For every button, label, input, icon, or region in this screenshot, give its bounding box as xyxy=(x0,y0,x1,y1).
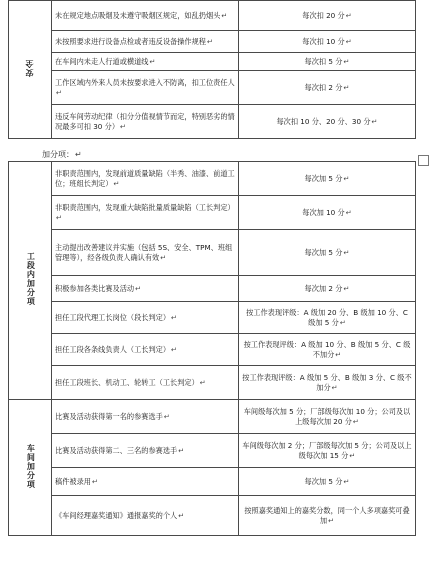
item-description: 工作区域内外来人员未按要求进入不防离，扣工位责任人↵ xyxy=(52,71,239,105)
category-label: 车间加分项 xyxy=(26,443,36,489)
table-row xyxy=(9,230,416,276)
table-row xyxy=(9,434,416,468)
table-row xyxy=(9,31,416,53)
table-row xyxy=(9,162,416,196)
item-score: 车间级每次加 5 分；厂部级每次加 10 分；公司及以上级每次加 20 分↵ xyxy=(239,400,416,434)
table-row xyxy=(9,366,416,400)
item-score: 按工作表现评级：A 级加 20 分、B 级加 10 分、C 级加 5 分↵ xyxy=(239,302,416,334)
item-score: 每次加 2 分↵ xyxy=(239,276,416,302)
item-score: 车间级每次加 2 分；厂部级每次加 5 分；公司及以上级每次加 15 分↵ xyxy=(239,434,416,468)
bonus-table xyxy=(8,161,416,536)
item-description: 稿件被录用↵ xyxy=(52,468,239,496)
item-description: 非职责范围内，发现重大缺陷批量质量缺陷（工长判定）↵ xyxy=(52,196,239,230)
item-score: 每次扣 10 分、20 分、30 分↵ xyxy=(239,105,416,139)
item-description: 主动提出改善建议并实施（包括 5S、安全、TPM、班组管理等），经各级负责人确认有效↵ xyxy=(52,230,239,276)
table-row xyxy=(9,105,416,139)
item-score: 每次加 5 分↵ xyxy=(239,230,416,276)
item-description: 比赛及活动获得第二、三名的参赛选手↵ xyxy=(52,434,239,468)
item-score: 按工作表现评级：A 级加 10 分、B 级加 5 分、C 级不加分↵ xyxy=(239,334,416,366)
item-score: 每次扣 20 分↵ xyxy=(239,1,416,31)
safety-deduction-table xyxy=(8,0,416,139)
table-row xyxy=(9,1,416,31)
section-heading-bonus: 加分项：↵ xyxy=(42,150,82,159)
item-score: 每次扣 10 分↵ xyxy=(239,31,416,53)
item-score: 每次扣 5 分↵ xyxy=(239,53,416,71)
item-description: 积极参加各类比赛及活动↵ xyxy=(52,276,239,302)
category-label: 工段内加分项 xyxy=(26,252,36,307)
item-score: 每次加 10 分↵ xyxy=(239,196,416,230)
item-description: 未在规定地点吸烟及未遵守吸烟区规定，如乱扔烟头↵ xyxy=(52,1,239,31)
category-label: 安全 xyxy=(24,59,34,78)
category-safety xyxy=(9,1,52,139)
item-score: 每次扣 2 分↵ xyxy=(239,71,416,105)
item-description: 在车间内未走人行道或横道线↵ xyxy=(52,53,239,71)
item-description: 担任工段班长、机动工、轮转工（工长判定）↵ xyxy=(52,366,239,400)
category-workshop-bonus xyxy=(9,400,52,536)
item-description: 担任工段代理工长岗位（段长判定）↵ xyxy=(52,302,239,334)
table-row xyxy=(9,496,416,536)
table-row xyxy=(9,196,416,230)
item-description: 未按照要求进行设备点检或者违反设备操作规程↵ xyxy=(52,31,239,53)
table-row xyxy=(9,400,416,434)
item-description: 《车间经理嘉奖通知》通报嘉奖的个人↵ xyxy=(52,496,239,536)
table-row xyxy=(9,334,416,366)
table-row xyxy=(9,276,416,302)
table-handle-icon[interactable] xyxy=(418,155,429,166)
item-description: 担任工段各条线负责人（工长判定）↵ xyxy=(52,334,239,366)
item-score: 每次加 5 分↵ xyxy=(239,468,416,496)
item-description: 比赛及活动获得第一名的参赛选手↵ xyxy=(52,400,239,434)
item-score: 按照嘉奖通知上的嘉奖分数，同一个人多项嘉奖可叠加↵ xyxy=(239,496,416,536)
table-row xyxy=(9,53,416,71)
table-row xyxy=(9,302,416,334)
item-score: 按工作表现评级：A 级加 5 分、B 级加 3 分、C 级不加分↵ xyxy=(239,366,416,400)
item-score: 每次加 5 分↵ xyxy=(239,162,416,196)
item-description: 非职责范围内，发现前道质量缺陷（半秀、油漆、前道工位；班组长判定）↵ xyxy=(52,162,239,196)
category-section-bonus xyxy=(9,162,52,400)
item-description: 违反车间劳动纪律（扣分分值视情节而定，特别恶劣的情况最多可扣 30 分）↵ xyxy=(52,105,239,139)
table-row xyxy=(9,71,416,105)
table-row xyxy=(9,468,416,496)
